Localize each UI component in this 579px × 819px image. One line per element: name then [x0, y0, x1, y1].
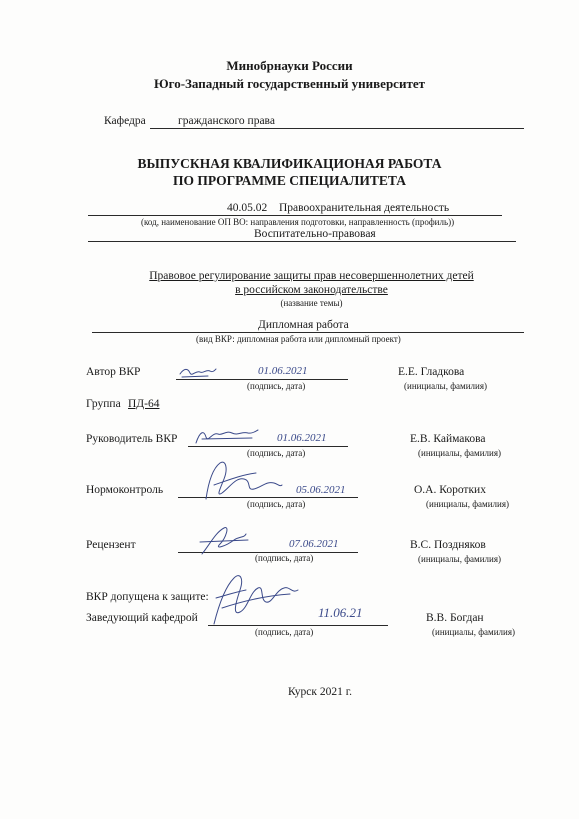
supervisor-signature — [192, 427, 262, 447]
author-name: Е.Е. Гладкова — [398, 366, 465, 378]
head-of-department-name: В.В. Богдан — [426, 612, 484, 624]
program-code: 40.05.02 — [227, 202, 268, 214]
work-type-underline — [92, 332, 524, 333]
supervisor-date: 01.06.2021 — [277, 432, 327, 444]
department-label: Кафедра — [104, 115, 146, 127]
admission-name-caption: (инициалы, фамилия) — [432, 627, 515, 637]
author-name-caption: (инициалы, фамилия) — [404, 381, 487, 391]
program-underline — [88, 215, 502, 216]
work-type-value: Дипломная работа — [258, 319, 349, 331]
department-underline — [150, 128, 524, 129]
reviewer-sign-caption: (подпись, дата) — [255, 553, 314, 563]
author-label: Автор ВКР — [86, 366, 141, 378]
group-label: Группа — [86, 398, 121, 410]
admission-date: 11.06.21 — [318, 605, 363, 620]
supervisor-name: Е.В. Каймакова — [410, 433, 486, 445]
normcontrol-sign-caption: (подпись, дата) — [247, 499, 306, 509]
normcontrol-name-caption: (инициалы, фамилия) — [426, 499, 509, 509]
topic-line1: Правовое регулирование защиты прав несовершеннолетних детей — [149, 270, 474, 282]
reviewer-name: В.С. Поздняков — [410, 539, 486, 551]
group-value: ПД-64 — [128, 398, 160, 410]
supervisor-sign-caption: (подпись, дата) — [247, 448, 306, 458]
reviewer-date: 07.06.2021 — [289, 538, 339, 550]
author-date: 01.06.2021 — [258, 365, 308, 377]
normcontrol-label: Нормоконтроль — [86, 484, 164, 496]
admission-sign-caption: (подпись, дата) — [255, 627, 314, 637]
university-name: Юго-Западный государственный университет — [154, 76, 425, 91]
reviewer-name-caption: (инициалы, фамилия) — [418, 554, 501, 564]
program-caption: (код, наименование ОП ВО: направления подготовки, направленность (профиль)) — [141, 217, 455, 227]
ministry-name: Минобрнауки России — [226, 58, 353, 73]
normcontrol-name: О.А. Коротких — [414, 484, 486, 496]
document-title-line1: ВЫПУСКНАЯ КВАЛИФИКАЦИОНАЯ РАБОТА — [137, 156, 442, 171]
work-type-caption: (вид ВКР: дипломная работа или дипломный проект) — [196, 334, 401, 344]
topic-caption: (название темы) — [280, 298, 343, 308]
document-title-line2: ПО ПРОГРАММЕ СПЕЦИАЛИТЕТА — [173, 173, 406, 188]
supervisor-name-caption: (инициалы, фамилия) — [418, 448, 501, 458]
admission-label: ВКР допущена к защите: — [86, 591, 209, 603]
author-sign-caption: (подпись, дата) — [247, 381, 306, 391]
author-signature — [178, 364, 218, 380]
supervisor-label: Руководитель ВКР — [86, 433, 178, 445]
reviewer-signature — [196, 522, 256, 558]
reviewer-label: Рецензент — [86, 539, 136, 551]
city-year: Курск 2021 г. — [288, 686, 353, 698]
program-profile: Воспитательно-правовая — [254, 228, 376, 240]
admission-signature — [206, 568, 306, 630]
department-value: гражданского права — [178, 115, 275, 127]
topic-line2: в российском законодательстве — [235, 284, 388, 296]
normcontrol-date: 05.06.2021 — [296, 484, 346, 496]
profile-underline — [88, 241, 516, 242]
program-name: Правоохранительная деятельность — [279, 202, 450, 214]
head-of-department-label: Заведующий кафедрой — [86, 612, 198, 624]
normcontrol-signature — [196, 455, 286, 505]
